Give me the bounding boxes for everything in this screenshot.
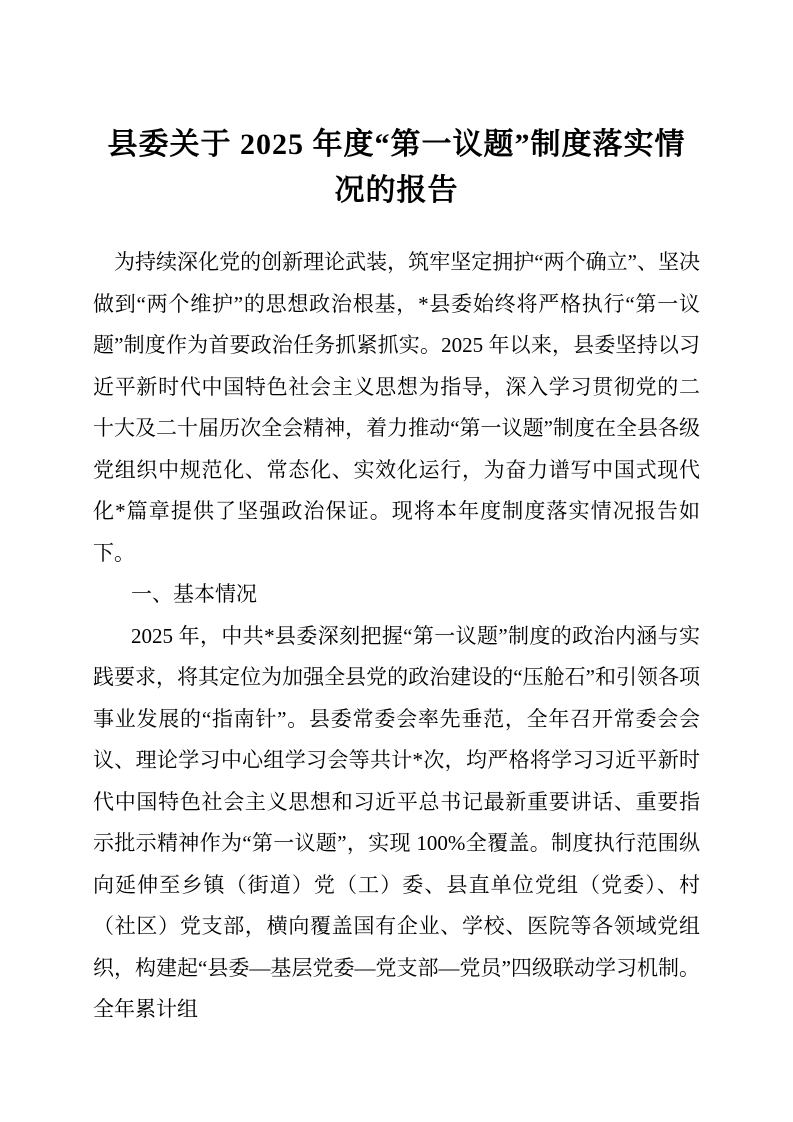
intro-paragraph: 为持续深化党的创新理论武装，筑牢坚定拥护“两个确立”、坚决做到“两个维护”的思想政治根基，*县委始终将严格执行“第一议题”制度作为首要政治任务抓紧抓实。2025 年以来，县委坚持以习近平新时代中国特色社会主义思想为指导，深入学习贯彻党的二十大及二十届历次全会精神，着力推动“第一议题”制度在全县各级党组织中规范化、常态化、实效化运行，为奋力谱写中国式现代化*篇章提供了坚强政治保证。现将本年度制度落实情况报告如下。 [93,250,700,565]
section-1-paragraph: 2025 年，中共*县委深刻把握“第一议题”制度的政治内涵与实践要求，将其定位为加强全县党的政治建设的“压舱石”和引领各项事业发展的“指南针”。县委常委会率先垂范，全年召开常委会会议、理论学习中心组学习会等共计*次，均严格将学习习近平新时代中国特色社会主义思想和习近平总书记最新重要讲话、重要指示批示精神作为“第一议题”，实现 100%全覆盖。制度执行范围纵向延伸至乡镇（街道）党（工）委、县直单位党组（党委）、村（社区）党支部，横向覆盖国有企业、学校、医院等各领域党组织，构建起“县委—基层党委—党支部—党员”四级联动学习机制。全年累计组 [93,623,700,1021]
section-1-heading: 一、基本情况 [131,582,257,606]
document-title: 县委关于 2025 年度“第一议题”制度落实情况的报告 [107,128,686,207]
